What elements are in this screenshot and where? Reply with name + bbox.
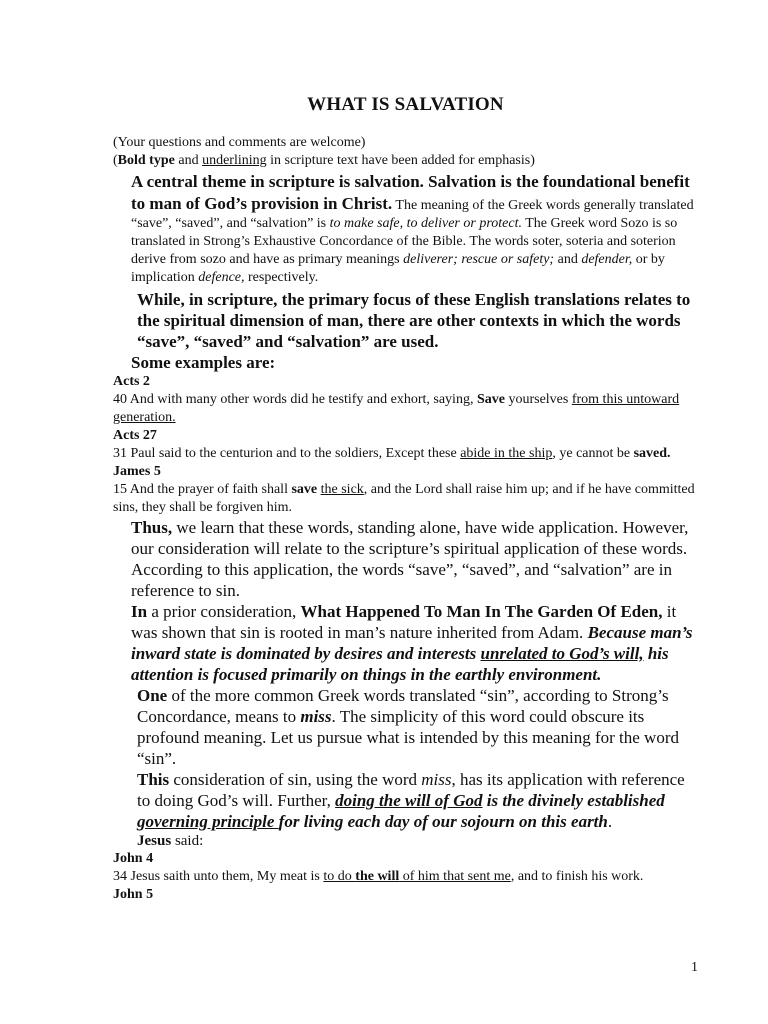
scripture-ref-acts-27: Acts 27 [113, 428, 157, 443]
scripture-ref-acts-2: Acts 2 [113, 374, 150, 389]
paragraph-thus: Thus, we learn that these words, standing alone, have wide application. However, our consideration will relate to the scripture’s spiritual application of these words. According to this application, the words “save”, “saved”, and “salvation” are in reference to sin. [131, 518, 689, 600]
page-number: 1 [691, 960, 698, 975]
document-body [113, 134, 698, 904]
paragraph-jesus-said: Jesus said: [137, 833, 204, 849]
scripture-ref-john-5: John 5 [113, 887, 154, 902]
paragraph-examples-intro: Some examples are: [131, 353, 276, 372]
scripture-text-acts-2: 40 And with many other words did he testify and exhort, saying, Save yourselves from this untoward generation. [113, 392, 680, 425]
paragraph-prior-consideration: In a prior consideration, What Happened To Man In The Garden Of Eden, it was shown that sin is rooted in man’s nature inherited from Adam. Because man’s inward state is dominated by desires and interests unrelated to God’s will, his attention is focused primarily on things in the earthly environment. [131, 602, 693, 684]
scripture-ref-james-5: James 5 [113, 464, 161, 479]
scripture-ref-john-4: John 4 [113, 851, 154, 866]
paragraph-miss: This consideration of sin, using the word miss, has its application with reference to doing God’s will. Further, doing the will of God is the divinely established governing principle for living each day of our sojourn on this earth. [137, 770, 685, 831]
paragraph-central-theme: A central theme in scripture is salvation. Salvation is the foundational benefit to man of God’s provision in Christ. The meaning of the Greek words generally translated “save”, “saved”, and “salvation” is to make safe, to deliver or protect. The Greek word Sozo is so translated in Strong’s Exhaustive Concordance of the Bible. The words soter, soteria and soterion derive from sozo and have as primary meanings deliverer; rescue or safety; and defender, or by implication defence, respectively. [131, 172, 694, 285]
paragraph-greek-sin: One of the more common Greek words translated “sin”, according to Strong’s Concordance, means to miss. The simplicity of this word could obscure its profound meaning. Let us pursue what is intended by this meaning for the word “sin”. [137, 686, 679, 768]
paragraph-spiritual-dimension: While, in scripture, the primary focus of these English translations relates to the spiritual dimension of man, there are other contexts in which the words “save”, “saved” and “salvation” are used. [137, 290, 691, 351]
page-title: WHAT IS SALVATION [307, 94, 504, 115]
note-emphasis: (Bold type and underlining in scripture text have been added for emphasis) [113, 153, 535, 168]
scripture-text-john-4: 34 Jesus saith unto them, My meat is to do the will of him that sent me, and to finish his work. [113, 869, 644, 884]
scripture-text-james-5: 15 And the prayer of faith shall save the sick, and the Lord shall raise him up; and if he have committed sins, they shall be forgiven him. [113, 482, 695, 515]
scripture-text-acts-27: 31 Paul said to the centurion and to the soldiers, Except these abide in the ship, ye cannot be saved. [113, 446, 671, 461]
note-comments: (Your questions and comments are welcome) [113, 135, 366, 150]
